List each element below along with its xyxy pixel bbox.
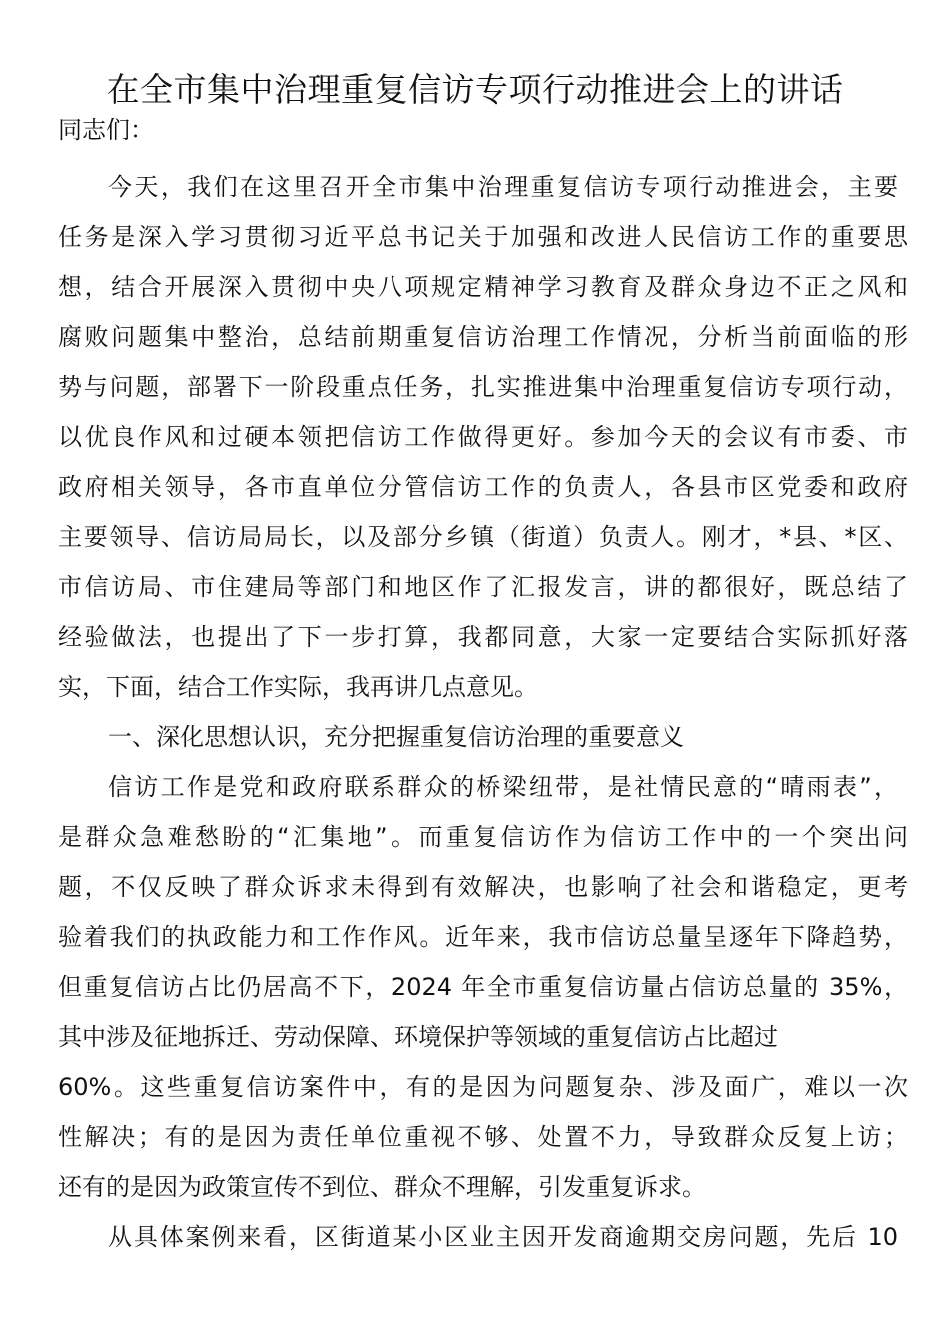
text-line: 市信访局、市住建局等部门和地区作了汇报发言，讲的都很好，既总结了 [58, 573, 908, 601]
text-line: 但重复信访占比仍居高不下，2024 年全市重复信访量占信访总量的 35%， [58, 973, 908, 1001]
section-heading: 一、深化思想认识，充分把握重复信访治理的重要意义 [108, 723, 684, 751]
text-line: 政府相关领导，各市直单位分管信访工作的负责人，各县市区党委和政府 [58, 473, 908, 501]
document-title: 在全市集中治理重复信访专项行动推进会上的讲话 [106, 70, 844, 109]
text-line: 还有的是因为政策宣传不到位、群众不理解，引发重复诉求。 [58, 1173, 706, 1201]
salutation: 同志们： [58, 116, 154, 144]
text-line: 经验做法，也提出了下一步打算，我都同意，大家一定要结合实际抓好落 [58, 623, 908, 651]
text-line: 腐败问题集中整治，总结前期重复信访治理工作情况，分析当前面临的形 [58, 323, 908, 351]
text-line: 信访工作是党和政府联系群众的桥梁纽带，是社情民意的“晴雨表”， [108, 773, 898, 801]
text-line: 任务是深入学习贯彻习近平总书记关于加强和改进人民信访工作的重要思 [58, 223, 908, 251]
text-line: 以优良作风和过硬本领把信访工作做得更好。参加今天的会议有市委、市 [58, 423, 908, 451]
text-line: 今天，我们在这里召开全市集中治理重复信访专项行动推进会，主要 [108, 173, 898, 201]
text-line: 验着我们的执政能力和工作作风。近年来，我市信访总量呈逐年下降趋势， [58, 923, 908, 951]
text-line: 势与问题，部署下一阶段重点任务，扎实推进集中治理重复信访专项行动， [58, 373, 908, 401]
text-line: 想，结合开展深入贯彻中央八项规定精神学习教育及群众身边不正之风和 [58, 273, 908, 301]
text-line: 其中涉及征地拆迁、劳动保障、环境保护等领域的重复信访占比超过 [58, 1023, 778, 1051]
text-line: 60%。这些重复信访案件中，有的是因为问题复杂、涉及面广，难以一次 [58, 1073, 908, 1101]
text-line: 性解决；有的是因为责任单位重视不够、处置不力，导致群众反复上访； [58, 1123, 908, 1151]
text-line: 实，下面，结合工作实际，我再讲几点意见。 [58, 673, 538, 701]
text-line: 是群众急难愁盼的“汇集地”。而重复信访作为信访工作中的一个突出问 [58, 823, 908, 851]
text-line: 主要领导、信访局局长，以及部分乡镇（街道）负责人。刚才，*县、*区、 [58, 523, 908, 551]
text-line: 题，不仅反映了群众诉求未得到有效解决，也影响了社会和谐稳定，更考 [58, 873, 908, 901]
text-line: 从具体案例来看，区街道某小区业主因开发商逾期交房问题，先后 10 [108, 1223, 898, 1251]
